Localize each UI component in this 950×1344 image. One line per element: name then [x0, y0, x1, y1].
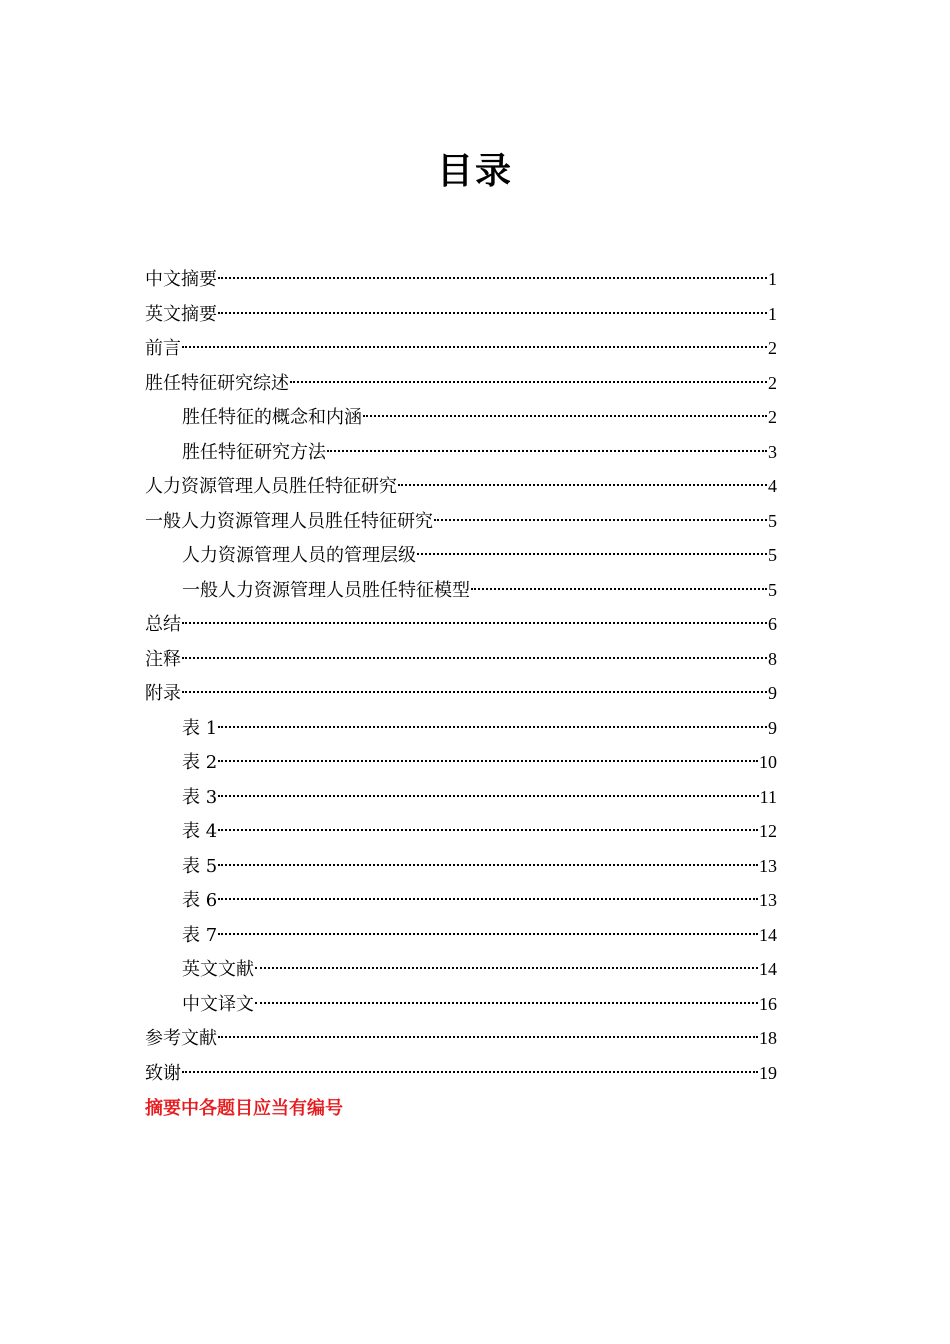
toc-entry-label: 表 3 — [182, 786, 218, 808]
dot-leader — [398, 484, 767, 486]
dot-leader — [218, 933, 758, 935]
toc-entry-label: 表 7 — [182, 924, 218, 946]
toc-entry-page: 9 — [768, 717, 777, 738]
toc-entry-page: 14 — [759, 959, 777, 979]
toc-entry-label: 英文文献 — [182, 959, 254, 980]
toc-entry-page: 12 — [759, 821, 777, 841]
toc-entry-page: 2 — [768, 372, 777, 393]
dot-leader — [255, 967, 758, 969]
toc-entry[interactable] — [182, 780, 777, 814]
toc-entry-label: 总结 — [145, 614, 181, 635]
toc-entry-page: 5 — [768, 579, 777, 600]
toc-entry[interactable] — [182, 435, 777, 469]
dot-leader — [218, 898, 758, 900]
dot-leader — [471, 588, 767, 590]
toc-entry-page: 6 — [768, 614, 777, 634]
toc-entry[interactable] — [145, 607, 777, 641]
dot-leader — [363, 415, 767, 417]
dot-leader — [182, 622, 767, 624]
dot-leader — [182, 691, 767, 693]
dot-leader — [218, 795, 758, 797]
toc-entry-label: 附录 — [145, 683, 181, 704]
dot-leader — [417, 553, 767, 555]
toc-entry-label: 胜任特征的概念和内涵 — [182, 407, 362, 428]
dot-leader — [218, 277, 767, 279]
toc-entry[interactable] — [182, 849, 777, 883]
toc-entry-page: 18 — [759, 1028, 777, 1048]
toc-entry-label: 表 5 — [182, 855, 218, 877]
toc-entry-page: 8 — [768, 648, 777, 669]
toc-entry-page: 5 — [768, 545, 777, 565]
toc-entry-label: 参考文献 — [145, 1028, 217, 1049]
toc-entry[interactable] — [145, 642, 777, 676]
dot-leader — [218, 864, 758, 866]
toc-entry-label: 表 4 — [182, 821, 218, 842]
toc-entry-label: 英文摘要 — [145, 303, 217, 325]
toc-entry-page: 2 — [768, 338, 777, 358]
dot-leader — [182, 1071, 758, 1073]
toc-entry[interactable] — [182, 987, 777, 1021]
toc-entry[interactable] — [182, 814, 777, 848]
toc-entry-page: 14 — [759, 924, 777, 945]
toc-entry-label: 胜任特征研究综述 — [145, 372, 289, 394]
dot-leader — [218, 1036, 758, 1038]
toc-entry[interactable] — [182, 918, 777, 952]
toc-entry[interactable] — [182, 952, 777, 986]
toc-entry-page: 1 — [768, 269, 777, 289]
toc-entry[interactable] — [182, 711, 777, 745]
toc-entry[interactable] — [182, 538, 777, 572]
toc-entry[interactable] — [182, 400, 777, 434]
toc-entry[interactable] — [145, 469, 777, 503]
dot-leader — [218, 312, 767, 314]
dot-leader — [434, 519, 767, 521]
toc-entry[interactable] — [182, 745, 777, 779]
page-title: 目录 — [436, 151, 513, 192]
toc-entry[interactable] — [145, 504, 777, 538]
toc-entry-page: 3 — [768, 441, 777, 462]
toc-entry[interactable] — [182, 883, 777, 917]
dot-leader — [290, 381, 767, 383]
toc-entry-label: 前言 — [145, 338, 181, 359]
dot-leader — [182, 346, 767, 348]
toc-entry-label: 致谢 — [145, 1062, 181, 1084]
toc-entry[interactable] — [145, 1021, 777, 1055]
toc-entry-label: 中文摘要 — [145, 269, 217, 290]
dot-leader — [218, 726, 767, 728]
toc-entry[interactable] — [145, 366, 777, 400]
toc-entry-label: 表 1 — [182, 717, 218, 739]
toc-entry-label: 注释 — [145, 648, 181, 670]
toc-entry-label: 胜任特征研究方法 — [182, 441, 326, 463]
toc-entry-label: 一般人力资源管理人员胜任特征模型 — [182, 579, 470, 601]
dot-leader — [255, 1002, 758, 1004]
toc-entry-page: 16 — [759, 993, 777, 1014]
review-note: 摘要中各题目应当有编号 — [145, 1098, 343, 1119]
dot-leader — [182, 657, 767, 659]
toc-entry-label: 表 6 — [182, 890, 218, 911]
toc-entry-page: 5 — [768, 510, 777, 531]
toc-entry-page: 13 — [759, 855, 777, 876]
toc-entry[interactable] — [145, 1056, 777, 1090]
toc-entry-label: 中文译文 — [182, 993, 254, 1015]
toc-entry-label: 人力资源管理人员的管理层级 — [182, 545, 416, 566]
toc-entry[interactable] — [182, 573, 777, 607]
toc-entry-page: 19 — [759, 1062, 777, 1083]
toc-entry-page: 13 — [759, 890, 777, 910]
toc-entry-label: 一般人力资源管理人员胜任特征研究 — [145, 510, 433, 532]
dot-leader — [327, 450, 767, 452]
toc-entry-label: 表 2 — [182, 752, 218, 773]
toc-entry-page: 11 — [759, 786, 777, 807]
toc-entry-page: 10 — [759, 752, 777, 772]
toc-entry[interactable] — [145, 297, 777, 331]
toc-entry-page: 9 — [768, 683, 777, 703]
toc-entry[interactable] — [145, 676, 777, 710]
toc-entry[interactable] — [145, 262, 777, 296]
toc-entry-page: 4 — [768, 476, 777, 496]
toc-entry-label: 人力资源管理人员胜任特征研究 — [145, 476, 397, 497]
dot-leader — [218, 829, 758, 831]
toc-entry-page: 2 — [768, 407, 777, 427]
dot-leader — [218, 760, 758, 762]
toc-entry[interactable] — [145, 331, 777, 365]
toc-entry-page: 1 — [768, 303, 777, 324]
